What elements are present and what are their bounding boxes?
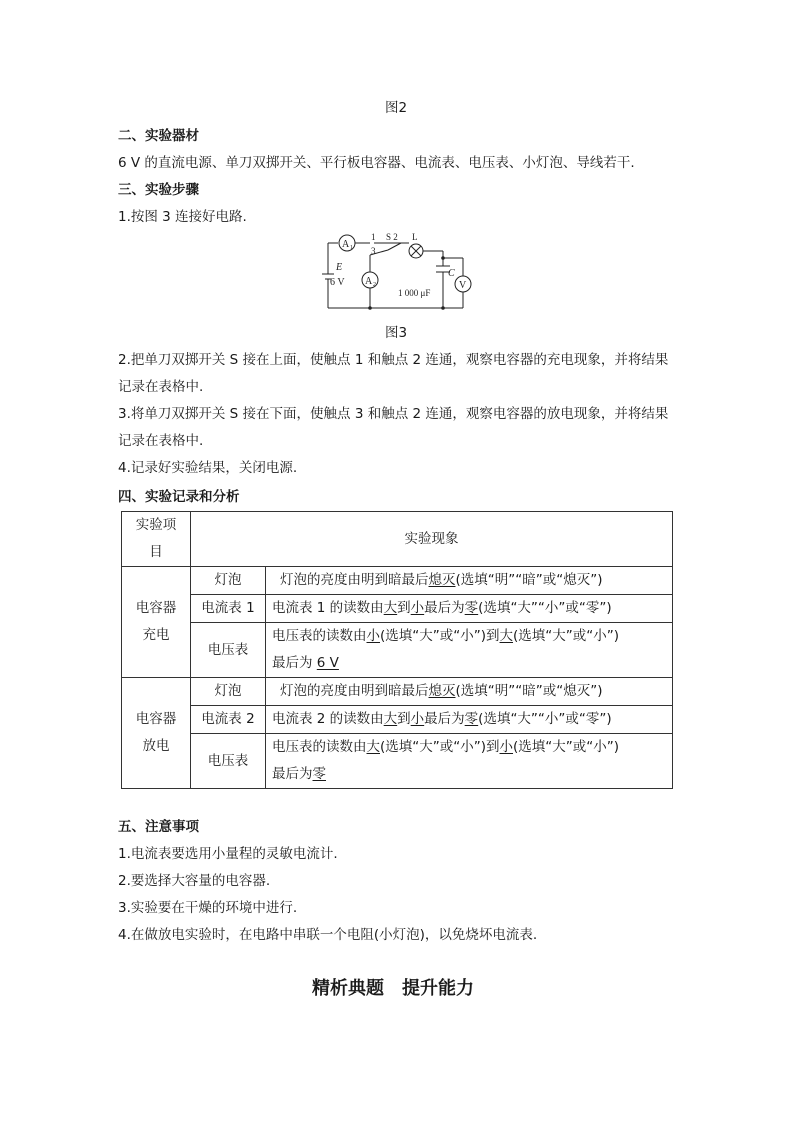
charge-lamp-label: 灯泡: [191, 567, 266, 595]
discharge-line1: 电容器: [135, 711, 177, 727]
ammeter1-sub: 1: [350, 245, 353, 251]
answer: 大: [366, 739, 380, 755]
switch-terminal-1: 1: [371, 232, 376, 242]
note4: 4.在做放电实验时，在电路中串联一个电阻(小灯泡)，以免烧坏电流表.: [118, 927, 538, 943]
section-title: 精析典题 提升能力: [312, 978, 474, 999]
answer: 熄灭: [428, 683, 456, 699]
ammeter2-sub: 2: [373, 282, 376, 288]
step3-line1: 3.将单刀双掷开关 S 接在下面，使触点 3 和触点 2 连通，观察电容器的放电现象，并将结果: [118, 406, 669, 422]
section2-body: 6 V 的直流电源、单刀双掷开关、平行板电容器、电流表、电压表、小灯泡、导线若干.: [118, 155, 635, 171]
switch-terminal-3: 3: [371, 246, 376, 256]
answer: 零: [312, 766, 326, 782]
discharge-lamp-text: 灯泡的亮度由明到暗最后熄灭(选填“明”“暗”或“熄灭”): [266, 678, 673, 706]
charge-lamp-text: 灯泡的亮度由明到暗最后熄灭(选填“明”“暗”或“熄灭”): [266, 567, 673, 595]
charge-voltmeter-label: 电压表: [191, 623, 266, 678]
emf-label: E: [336, 262, 343, 273]
answer: 小: [366, 628, 380, 644]
charge-line2: 充电: [142, 627, 170, 643]
charge-ammeter-label: 电流表 1: [191, 595, 266, 623]
step4: 4.记录好实验结果，关闭电源.: [118, 460, 298, 476]
ammeter2-label: A: [365, 276, 373, 287]
step2-line2: 记录在表格中.: [118, 379, 204, 395]
answer: 零: [464, 600, 479, 616]
voltage-label: 6 V: [330, 277, 345, 288]
discharge-ammeter-label: 电流表 2: [191, 706, 266, 734]
header-item-line2: 目: [149, 544, 163, 560]
figure3-caption: 图3: [385, 325, 408, 341]
capacitance-label: 1 000 μF: [398, 288, 431, 298]
charge-voltmeter-text: 电压表的读数由小(选填“大”或“小”)到大(选填“大”或“小”) 最后为 6 V: [266, 623, 673, 678]
header-phenomenon: 实验现象: [191, 512, 673, 567]
note1: 1.电流表要选用小量程的灵敏电流计.: [118, 846, 338, 862]
figure2-caption: 图2: [385, 100, 408, 116]
switch-label: S 2: [386, 232, 398, 242]
step3-line2: 记录在表格中.: [118, 433, 204, 449]
charge-ammeter-text: 电流表 1 的读数由大到小最后为零(选填“大”“小”或“零”): [266, 595, 673, 623]
section4-heading: 四、实验记录和分析: [118, 489, 240, 505]
answer: 小: [410, 711, 425, 727]
discharge-lamp-label: 灯泡: [191, 678, 266, 706]
answer: 大: [383, 600, 398, 616]
answer: 小: [499, 739, 514, 755]
discharge-group-cell: [122, 678, 191, 789]
ammeter1-label: A: [342, 239, 350, 250]
answer: 6 V: [316, 655, 339, 671]
section3-heading: 三、实验步骤: [118, 182, 199, 198]
discharge-ammeter-text: 电流表 2 的读数由大到小最后为零(选填“大”“小”或“零”): [266, 706, 673, 734]
lamp-label: L: [412, 232, 418, 242]
header-item-line1: 实验项: [135, 517, 177, 533]
answer: 熄灭: [428, 572, 456, 588]
section2-heading: 二、实验器材: [118, 128, 199, 144]
answer: 大: [383, 711, 398, 727]
capacitor-label: C: [448, 268, 455, 279]
answer: 零: [464, 711, 479, 727]
voltmeter-label: V: [459, 280, 467, 291]
header-item-cell: [122, 512, 191, 567]
section5-heading: 五、注意事项: [118, 819, 199, 835]
discharge-line2: 放电: [142, 738, 170, 754]
discharge-voltmeter-text: 电压表的读数由大(选填“大”或“小”)到小(选填“大”或“小”) 最后为零: [266, 734, 673, 789]
step1: 1.按图 3 连接好电路.: [118, 209, 247, 225]
discharge-voltmeter-label: 电压表: [191, 734, 266, 789]
note3: 3.实验要在干燥的环境中进行.: [118, 900, 298, 916]
note2: 2.要选择大容量的电容器.: [118, 873, 271, 889]
charge-line1: 电容器: [135, 600, 177, 616]
answer: 小: [410, 600, 425, 616]
circuit-diagram: [318, 228, 478, 316]
answer: 大: [499, 628, 514, 644]
experiment-record-table: [121, 511, 673, 789]
step2-line1: 2.把单刀双掷开关 S 接在上面，使触点 1 和触点 2 连通，观察电容器的充电现象，并将结果: [118, 352, 669, 368]
charge-group-cell: [122, 567, 191, 678]
